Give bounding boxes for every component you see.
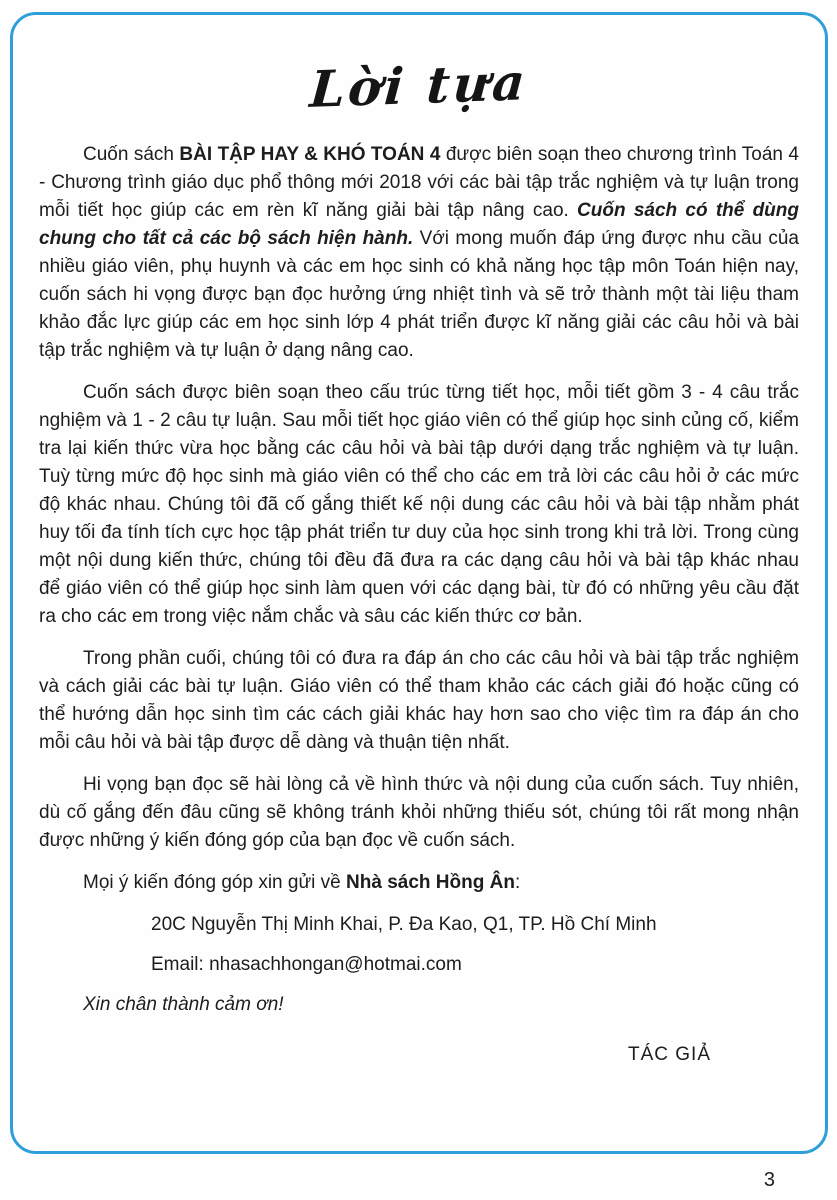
- paragraph-intro-text-2: được biên soạn theo chương trình Toán 4 - Chương trình giáo dục phổ thông mới 2018 với các bài tập trắc nghiệm và tự luận trong mỗi tiết học giúp các em rèn kĩ năng giải bài tập nâng cao.: [39, 144, 799, 221]
- paragraph-feedback-text: Mọi ý kiến đóng góp xin gửi về: [83, 872, 347, 893]
- paragraph-intro-text-1: Cuốn sách: [83, 144, 180, 165]
- author-signature: TÁC GIẢ: [627, 1044, 711, 1065]
- paragraph-answers: Trong phần cuối, chúng tôi có đưa ra đáp án cho các câu hỏi và bài tập trắc nghiệm và cách giải các bài tự luận. Giáo viên có thể tham khảo các cách giải đó hoặc cũng có thể hướng dẫn học sinh tìm các cách giải khác hay hơn sao cho việc tìm ra đáp án cho mỗi câu hỏi và bài tập được dễ dàng và thuận tiện nhất.: [39, 648, 799, 753]
- preface-title-text: Lời tựa: [308, 52, 530, 119]
- paragraph-feedback: [39, 869, 799, 897]
- paragraph-feedback-colon: :: [514, 872, 521, 893]
- paragraph-hope: Hi vọng bạn đọc sẽ hài lòng cả về hình thức và nội dung của cuốn sách. Tuy nhiên, dù cố gắng đến đâu cũng sẽ không tránh khỏi những thiếu sót, chúng tôi rất mong nhận được những ý kiến đóng góp của bạn đọc về cuốn sách.: [39, 774, 799, 851]
- preface-title: [39, 52, 799, 119]
- closing-thanks: Xin chân thành cảm ơn!: [83, 994, 284, 1015]
- paragraph-intro: [39, 141, 799, 365]
- publisher-name-bold: Nhà sách Hồng Ân: [346, 872, 515, 893]
- highlighted-sentence: Cuốn sách có thể dùng chung cho tất cả các bộ sách hiện hành.: [39, 200, 799, 249]
- book-title-bold: BÀI TẬP HAY & KHÓ TOÁN 4: [179, 144, 441, 165]
- page-number: 3: [763, 1169, 775, 1191]
- publisher-address: 20C Nguyễn Thị Minh Khai, P. Đa Kao, Q1, TP. Hồ Chí Minh: [151, 914, 657, 935]
- paragraph-intro-text-3: Với mong muốn đáp ứng được nhu cầu của nhiều giáo viên, phụ huynh và các em học sinh có khả năng học tập môn Toán hiện nay, cuốn sách hi vọng được bạn đọc hưởng ứng nhiệt tình và sẽ trở thành một tài liệu tham khảo đắc lực giúp các em học sinh lớp 4 phát triển được kĩ năng giải các câu hỏi và bài tập trắc nghiệm và tự luận ở dạng nâng cao.: [39, 228, 800, 361]
- publisher-email: Email: nhasachhongan@hotmai.com: [151, 954, 462, 975]
- paragraph-structure: Cuốn sách được biên soạn theo cấu trúc từng tiết học, mỗi tiết gồm 3 - 4 câu trắc nghiệm và 1 - 2 câu tự luận. Sau mỗi tiết học giáo viên có thể giúp học sinh củng cố, kiểm tra lại kiến thức vừa học bằng các câu hỏi và bài tập dưới dạng trắc nghiệm và tự luận. Tuỳ từng mức độ học sinh mà giáo viên có thể cho các em trả lời các câu hỏi ở các mức độ khác nhau. Chúng tôi đã cố gắng thiết kế nội dung các câu hỏi và bài tập nhằm phát huy tối đa tính tích cực học tập phát triển tư duy của học sinh trong khi trả lời. Trong cùng một nội dung kiến thức, chúng tôi đều đã đưa ra các dạng câu hỏi và bài tập khác nhau để giáo viên có thể giúp học sinh làm quen với các dạng bài, từ đó có những yêu cầu đặt ra cho các em trong việc nắm chắc và sâu các kiến thức cơ bản.: [39, 382, 799, 627]
